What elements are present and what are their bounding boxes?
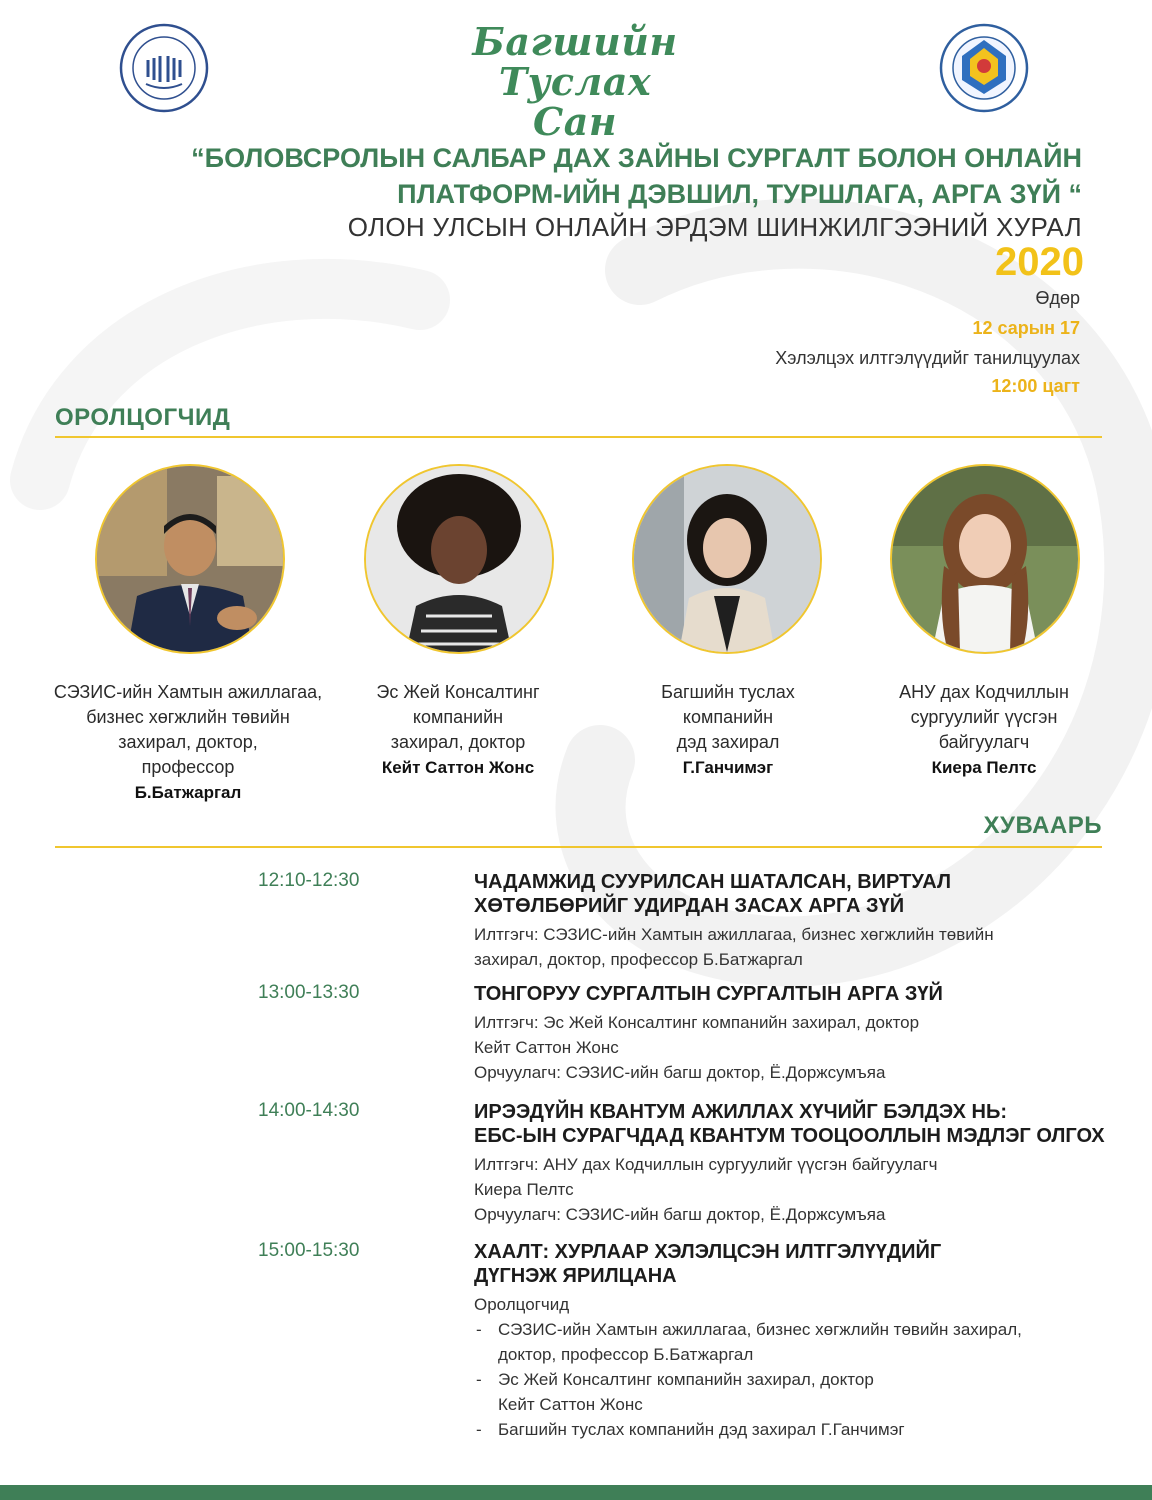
schedule-title-line: ЕБС-ЫН СУРАГЧДАД КВАНТУМ ТООЦООЛЛЫН МЭДЛЭГ ОЛГОХ bbox=[474, 1125, 1105, 1147]
day-label: Өдөр bbox=[1035, 288, 1080, 308]
brand-line-1: Багшийн bbox=[472, 19, 678, 64]
participant-desc-line: байгуулагч bbox=[938, 732, 1030, 752]
event-title-line-2: ПЛАТФОРМ-ИЙН ДЭВШИЛ, ТУРШЛАГА, АРГА ЗҮЙ “ bbox=[397, 179, 1082, 209]
schedule-detail-line: Кейт Саттон Жонс bbox=[474, 1038, 619, 1057]
bullet-line: Эс Жей Консалтинг компанийн захирал, доктор bbox=[498, 1370, 874, 1389]
participant-desc-line: компанийн bbox=[682, 707, 774, 727]
brand-logo bbox=[455, 19, 695, 144]
bullet-dash: - bbox=[476, 1420, 482, 1439]
participant-desc-line: сургуулийг үүсгэн bbox=[910, 707, 1058, 727]
participant-desc-line: захирал, доктор bbox=[390, 732, 526, 752]
schedule-title-line: ЧАДАМЖИД СУУРИЛСАН ШАТАЛСАН, ВИРТУАЛ bbox=[474, 871, 951, 893]
participants-divider bbox=[55, 436, 1102, 438]
schedule-detail-line: Илтгэгч: СЭЗИС-ийн Хамтын ажиллагаа, бизнес хөгжлийн төвийн bbox=[474, 925, 994, 944]
schedule-title-line: ХӨТӨЛБӨРИЙГ УДИРДАН ЗАСАХ АРГА ЗҮЙ bbox=[474, 895, 905, 917]
participant-photo-2 bbox=[364, 464, 554, 654]
schedule-title-line: ТОНГОРУУ СУРГАЛТЫН СУРГАЛТЫН АРГА ЗҮЙ bbox=[474, 983, 943, 1005]
day-value: 12 сарын 17 bbox=[972, 318, 1080, 338]
bullet-continuation bbox=[474, 1392, 1134, 1417]
participant-card-1 bbox=[28, 680, 348, 805]
participant-card-4 bbox=[846, 680, 1122, 780]
bullet-line: доктор, профессор Б.Батжаргал bbox=[498, 1345, 754, 1364]
participant-desc-line: Эс Жей Консалтинг bbox=[376, 682, 540, 702]
participant-desc-line: компанийн bbox=[412, 707, 504, 727]
schedule-title-line: ИРЭЭДҮЙН КВАНТУМ АЖИЛЛАХ ХҮЧИЙГ БЭЛДЭХ НЬ: bbox=[474, 1101, 1008, 1123]
schedule-detail-line: Илтгэгч: Эс Жей Консалтинг компанийн захирал, доктор bbox=[474, 1013, 920, 1032]
schedule-detail-line: Оролцогчид bbox=[474, 1295, 570, 1314]
participant-desc-line: Багшийн туслах bbox=[661, 682, 795, 702]
bullet-line: Багшийн туслах компанийн дэд захирал Г.Ганчимэг bbox=[498, 1420, 905, 1439]
participants-heading: ОРОЛЦОГЧИД bbox=[55, 404, 231, 431]
participant-desc-line: профессор bbox=[141, 757, 235, 777]
participant-name: Б.Батжаргал bbox=[134, 783, 242, 802]
participant-desc-line: захирал, доктор, bbox=[118, 732, 258, 752]
participant-desc-line: дэд захирал bbox=[676, 732, 780, 752]
event-title bbox=[122, 140, 1082, 212]
bullet-dash: - bbox=[476, 1320, 482, 1339]
participant-desc-line: СЭЗИС-ийн Хамтын ажиллагаа, bbox=[53, 682, 323, 702]
event-subtitle: ОЛОН УЛСЫН ОНЛАЙН ЭРДЭМ ШИНЖИЛГЭЭНИЙ ХУРАЛ bbox=[347, 212, 1082, 242]
schedule-time: 14:00-14:30 bbox=[258, 1100, 360, 1121]
schedule-detail-line: Орчуулагч: СЭЗИС-ийн багш доктор, Ё.Доржсумъяа bbox=[474, 1063, 886, 1082]
bullet-line: СЭЗИС-ийн Хамтын ажиллагаа, бизнес хөгжлийн төвийн захирал, bbox=[498, 1320, 1022, 1339]
intro-label: Хэлэлцэх илтгэлүүдийг танилцуулах bbox=[775, 348, 1080, 368]
participant-photo-4 bbox=[890, 464, 1080, 654]
schedule-item-4 bbox=[474, 1240, 1134, 1442]
closing-participant-bullet bbox=[474, 1417, 1134, 1442]
participant-card-3 bbox=[590, 680, 866, 780]
schedule-time: 15:00-15:30 bbox=[258, 1240, 360, 1261]
participant-name: Г.Ганчимэг bbox=[682, 758, 774, 777]
participant-name: Кейт Саттон Жонс bbox=[381, 758, 535, 777]
participant-desc-line: бизнес хөгжлийн төвийн bbox=[86, 707, 290, 727]
bullet-continuation bbox=[474, 1342, 1134, 1367]
event-year: 2020 bbox=[995, 240, 1084, 284]
schedule-detail-line: Илтгэгч: АНУ дах Кодчиллын сургуулийг үүсгэн байгуулагч bbox=[474, 1155, 938, 1174]
schedule-divider bbox=[55, 846, 1102, 848]
participant-card-2 bbox=[320, 680, 596, 780]
schedule-item-3 bbox=[474, 1100, 1134, 1227]
schedule-time: 12:10-12:30 bbox=[258, 870, 360, 891]
bullet-line: Кейт Саттон Жонс bbox=[498, 1395, 643, 1414]
university-crest-icon bbox=[938, 22, 1030, 114]
schedule-title-line: ДҮГНЭЖ ЯРИЛЦАНА bbox=[474, 1265, 677, 1287]
participant-desc-line: АНУ дах Кодчиллын bbox=[899, 682, 1069, 702]
footer-band bbox=[0, 1485, 1152, 1500]
intro-time: 12:00 цагт bbox=[991, 376, 1080, 396]
schedule-item-1 bbox=[474, 870, 1134, 972]
bullet-dash: - bbox=[476, 1370, 482, 1389]
participant-name: Киера Пелтс bbox=[931, 758, 1037, 777]
schedule-heading: ХУВААРЬ bbox=[983, 812, 1102, 839]
closing-participant-bullet bbox=[474, 1367, 1134, 1392]
schedule-detail-line: Киера Пелтс bbox=[474, 1180, 574, 1199]
closing-participant-bullet bbox=[474, 1317, 1134, 1342]
schedule-item-2 bbox=[474, 982, 1134, 1085]
schedule-detail-line: Орчуулагч: СЭЗИС-ийн багш доктор, Ё.Доржсумъяа bbox=[474, 1205, 886, 1224]
brand-line-2: Туслах Сан bbox=[498, 59, 652, 144]
schedule-detail-line: захирал, доктор, профессор Б.Батжаргал bbox=[474, 950, 803, 969]
participant-photo-1 bbox=[95, 464, 285, 654]
event-title-line-1: “БОЛОВСРОЛЫН САЛБАР ДАХ ЗАЙНЫ СУРГАЛТ БОЛОН ОНЛАЙН bbox=[191, 143, 1082, 173]
university-seal-icon bbox=[118, 22, 210, 114]
schedule-title-line: ХААЛТ: ХУРЛААР ХЭЛЭЛЦСЭН ИЛТГЭЛҮҮДИЙГ bbox=[474, 1241, 942, 1263]
schedule-time: 13:00-13:30 bbox=[258, 982, 360, 1003]
participant-photo-3 bbox=[632, 464, 822, 654]
